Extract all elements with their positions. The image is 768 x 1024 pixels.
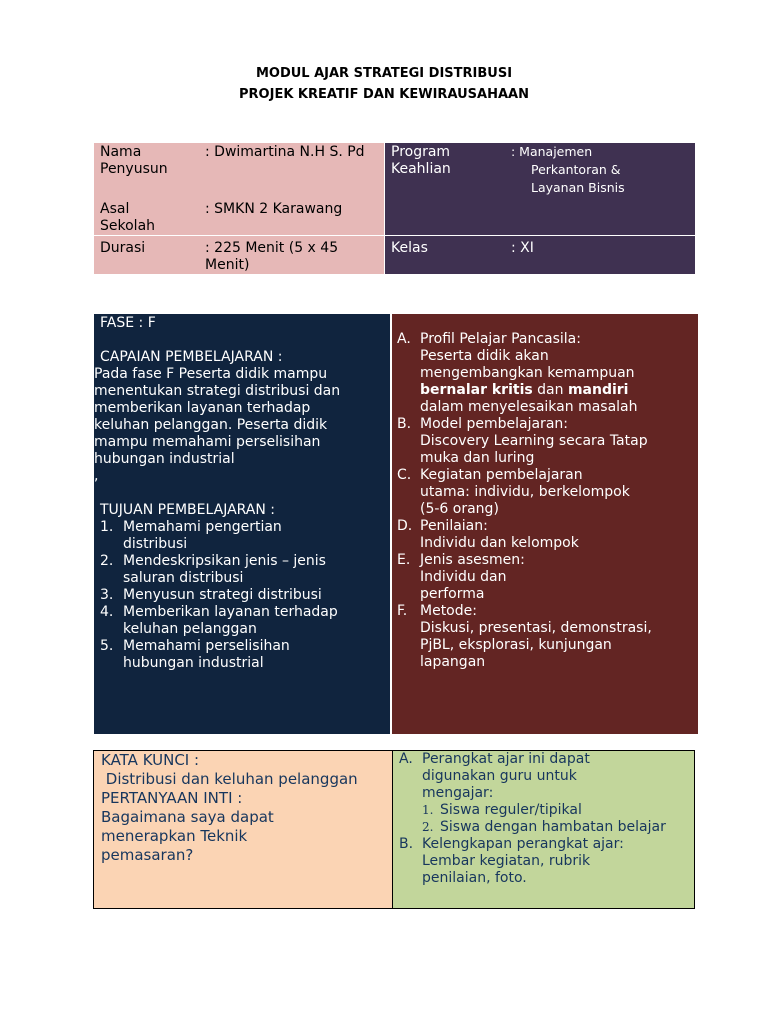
capaian-heading: CAPAIAN PEMBELAJARAN : — [100, 349, 283, 365]
list-item: 2. Mendeskripsikan jenis – jenis saluran distribusi — [100, 553, 326, 586]
perangkat-list — [399, 751, 695, 887]
profil-model-box — [392, 314, 698, 734]
tujuan-list — [100, 519, 385, 672]
list-item: 1. Siswa reguler/tipikal — [422, 802, 582, 818]
list-item: 2. Siswa dengan hambatan belajar — [422, 819, 666, 835]
perangkat-ajar-box — [392, 750, 695, 909]
list-item-a: A. Profil Pelajar Pancasila: Peserta didik akan mengembangkan kemampuan bernalar kritis dan mandiri dalam menyelesaikan masalah — [397, 331, 638, 415]
program-label: Program Keahlian — [391, 144, 451, 177]
info-cell-kelas — [385, 236, 695, 274]
list-item-f: F. Metode: Diskusi, presentasi, demonstrasi, PjBL, eksplorasi, kunjungan lapangan — [397, 603, 652, 670]
sekolah-value: : SMKN 2 Karawang — [205, 201, 343, 217]
list-item-a: A. Perangkat ajar ini dapat digunakan guru untuk mengajar: 1. Siswa reguler/tipikal 2. Siswa dengan hambatan belajar — [399, 751, 695, 836]
nama-label: Nama Penyusun — [100, 144, 168, 177]
list-item: 3. Menyusun strategi distribusi — [100, 587, 322, 603]
fase-label: FASE : F — [100, 315, 156, 331]
list-item-d: D. Penilaian: Individu dan kelompok — [397, 518, 579, 551]
list-item-c: C. Kegiatan pembelajaran utama: individu, berkelompok (5-6 orang) — [397, 467, 630, 517]
list-item: 4. Memberikan layanan terhadap keluhan pelanggan — [100, 604, 338, 637]
list-item-e: E. Jenis asesmen: Individu dan performa — [397, 552, 525, 602]
document-title-line1: MODUL AJAR STRATEGI DISTRIBUSI — [255, 66, 513, 81]
durasi-label: Durasi — [100, 240, 146, 256]
kelas-value: : XI — [511, 240, 534, 256]
tujuan-heading: TUJUAN PEMBELAJARAN : — [100, 502, 276, 518]
document-title-line2: PROJEK KREATIF DAN KEWIRAUSAHAAN — [239, 87, 529, 102]
capaian-text: Pada fase F Peserta didik mampu menentukan strategi distribusi dan memberikan layanan terhadap keluhan pelanggan. Peserta didik mampu memahami perselisihan hubungan industrial , — [94, 366, 341, 484]
list-item: 5. Memahami perselisihan hubungan industrial — [100, 638, 290, 671]
list-item-b: B. Kelengkapan perangkat ajar: Lembar kegiatan, rubrik penilaian, foto. — [399, 836, 624, 886]
nama-value: : Dwimartina N.H S. Pd — [205, 144, 365, 160]
program-value: : Manajemen Perkantoran & Layanan Bisnis — [511, 144, 625, 195]
list-item: 1. Memahami pengertian distribusi — [100, 519, 282, 552]
sekolah-label: Asal Sekolah — [100, 201, 156, 234]
durasi-value: : 225 Menit (5 x 45 Menit) — [205, 240, 339, 273]
kata-kunci-text: KATA KUNCI : Distribusi dan keluhan pelanggan PERTANYAAN INTI : Bagaimana saya dapat menerapkan Teknik pemasaran? — [101, 751, 358, 864]
kelas-label: Kelas — [391, 240, 428, 256]
list-item-b: B. Model pembelajaran: Discovery Learning secara Tatap muka dan luring — [397, 416, 648, 466]
kata-kunci-box — [93, 750, 393, 909]
profil-list — [397, 331, 697, 671]
capaian-tujuan-box — [94, 314, 390, 734]
